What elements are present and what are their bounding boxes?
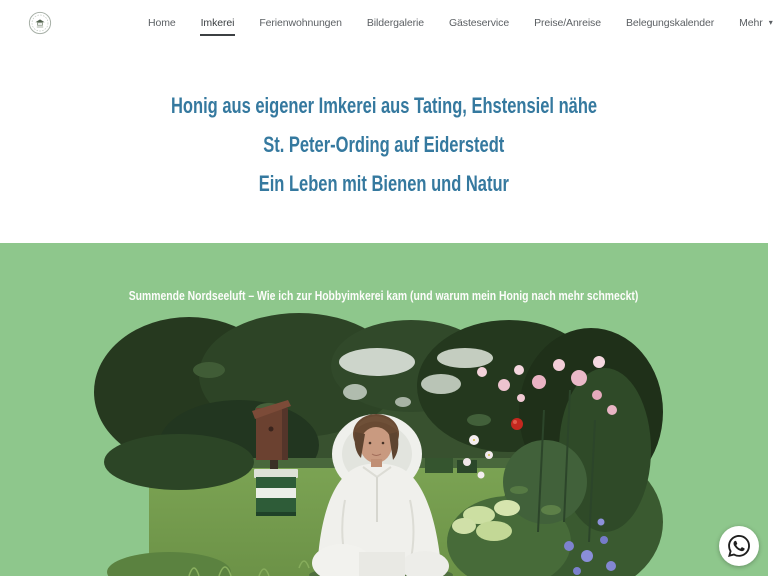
whatsapp-chat-button[interactable] bbox=[719, 526, 759, 566]
hero-heading-line-3: Ein Leben mit Bienen und Natur bbox=[258, 171, 510, 196]
garden-photo-graphic bbox=[149, 350, 619, 576]
article-title: Summende Nordseeluft – Wie ich zur Hobbyimkerei kam (und warum mein Honig nach mehr schmeckt) bbox=[129, 288, 639, 303]
round-stamp-logo-icon bbox=[28, 11, 52, 35]
nav-item-preise-anreise[interactable]: Preise/Anreise bbox=[534, 17, 601, 29]
main-nav bbox=[148, 13, 773, 33]
nav-item-imkerei[interactable]: Imkerei bbox=[201, 13, 235, 33]
nav-item-mehr[interactable] bbox=[739, 13, 772, 33]
nav-item-belegungskalender[interactable]: Belegungskalender bbox=[625, 17, 715, 29]
garden-beekeeper-photo bbox=[149, 350, 619, 576]
nav-item-mehr-label: Mehr bbox=[739, 17, 763, 29]
hero-heading-section bbox=[0, 46, 768, 243]
logo-badge[interactable] bbox=[28, 11, 52, 35]
hero-heading-line-2: St. Peter-Ording auf Eiderstedt bbox=[263, 132, 505, 157]
hero-heading-line-1: Honig aus eigener Imkerei aus Tating, Ehstensiel nähe bbox=[170, 93, 598, 118]
imkerei-article-section bbox=[0, 243, 768, 576]
chevron-down-icon: ▾ bbox=[768, 18, 773, 27]
whatsapp-icon bbox=[728, 535, 750, 557]
nav-item-ferienwohnungen[interactable]: Ferienwohnungen bbox=[259, 17, 342, 29]
nav-item-bildergalerie[interactable]: Bildergalerie bbox=[366, 17, 424, 29]
nav-item-home[interactable]: Home bbox=[148, 17, 176, 29]
top-navigation-bar bbox=[0, 0, 773, 46]
nav-item-gaesteservice[interactable]: Gästeservice bbox=[448, 17, 510, 29]
